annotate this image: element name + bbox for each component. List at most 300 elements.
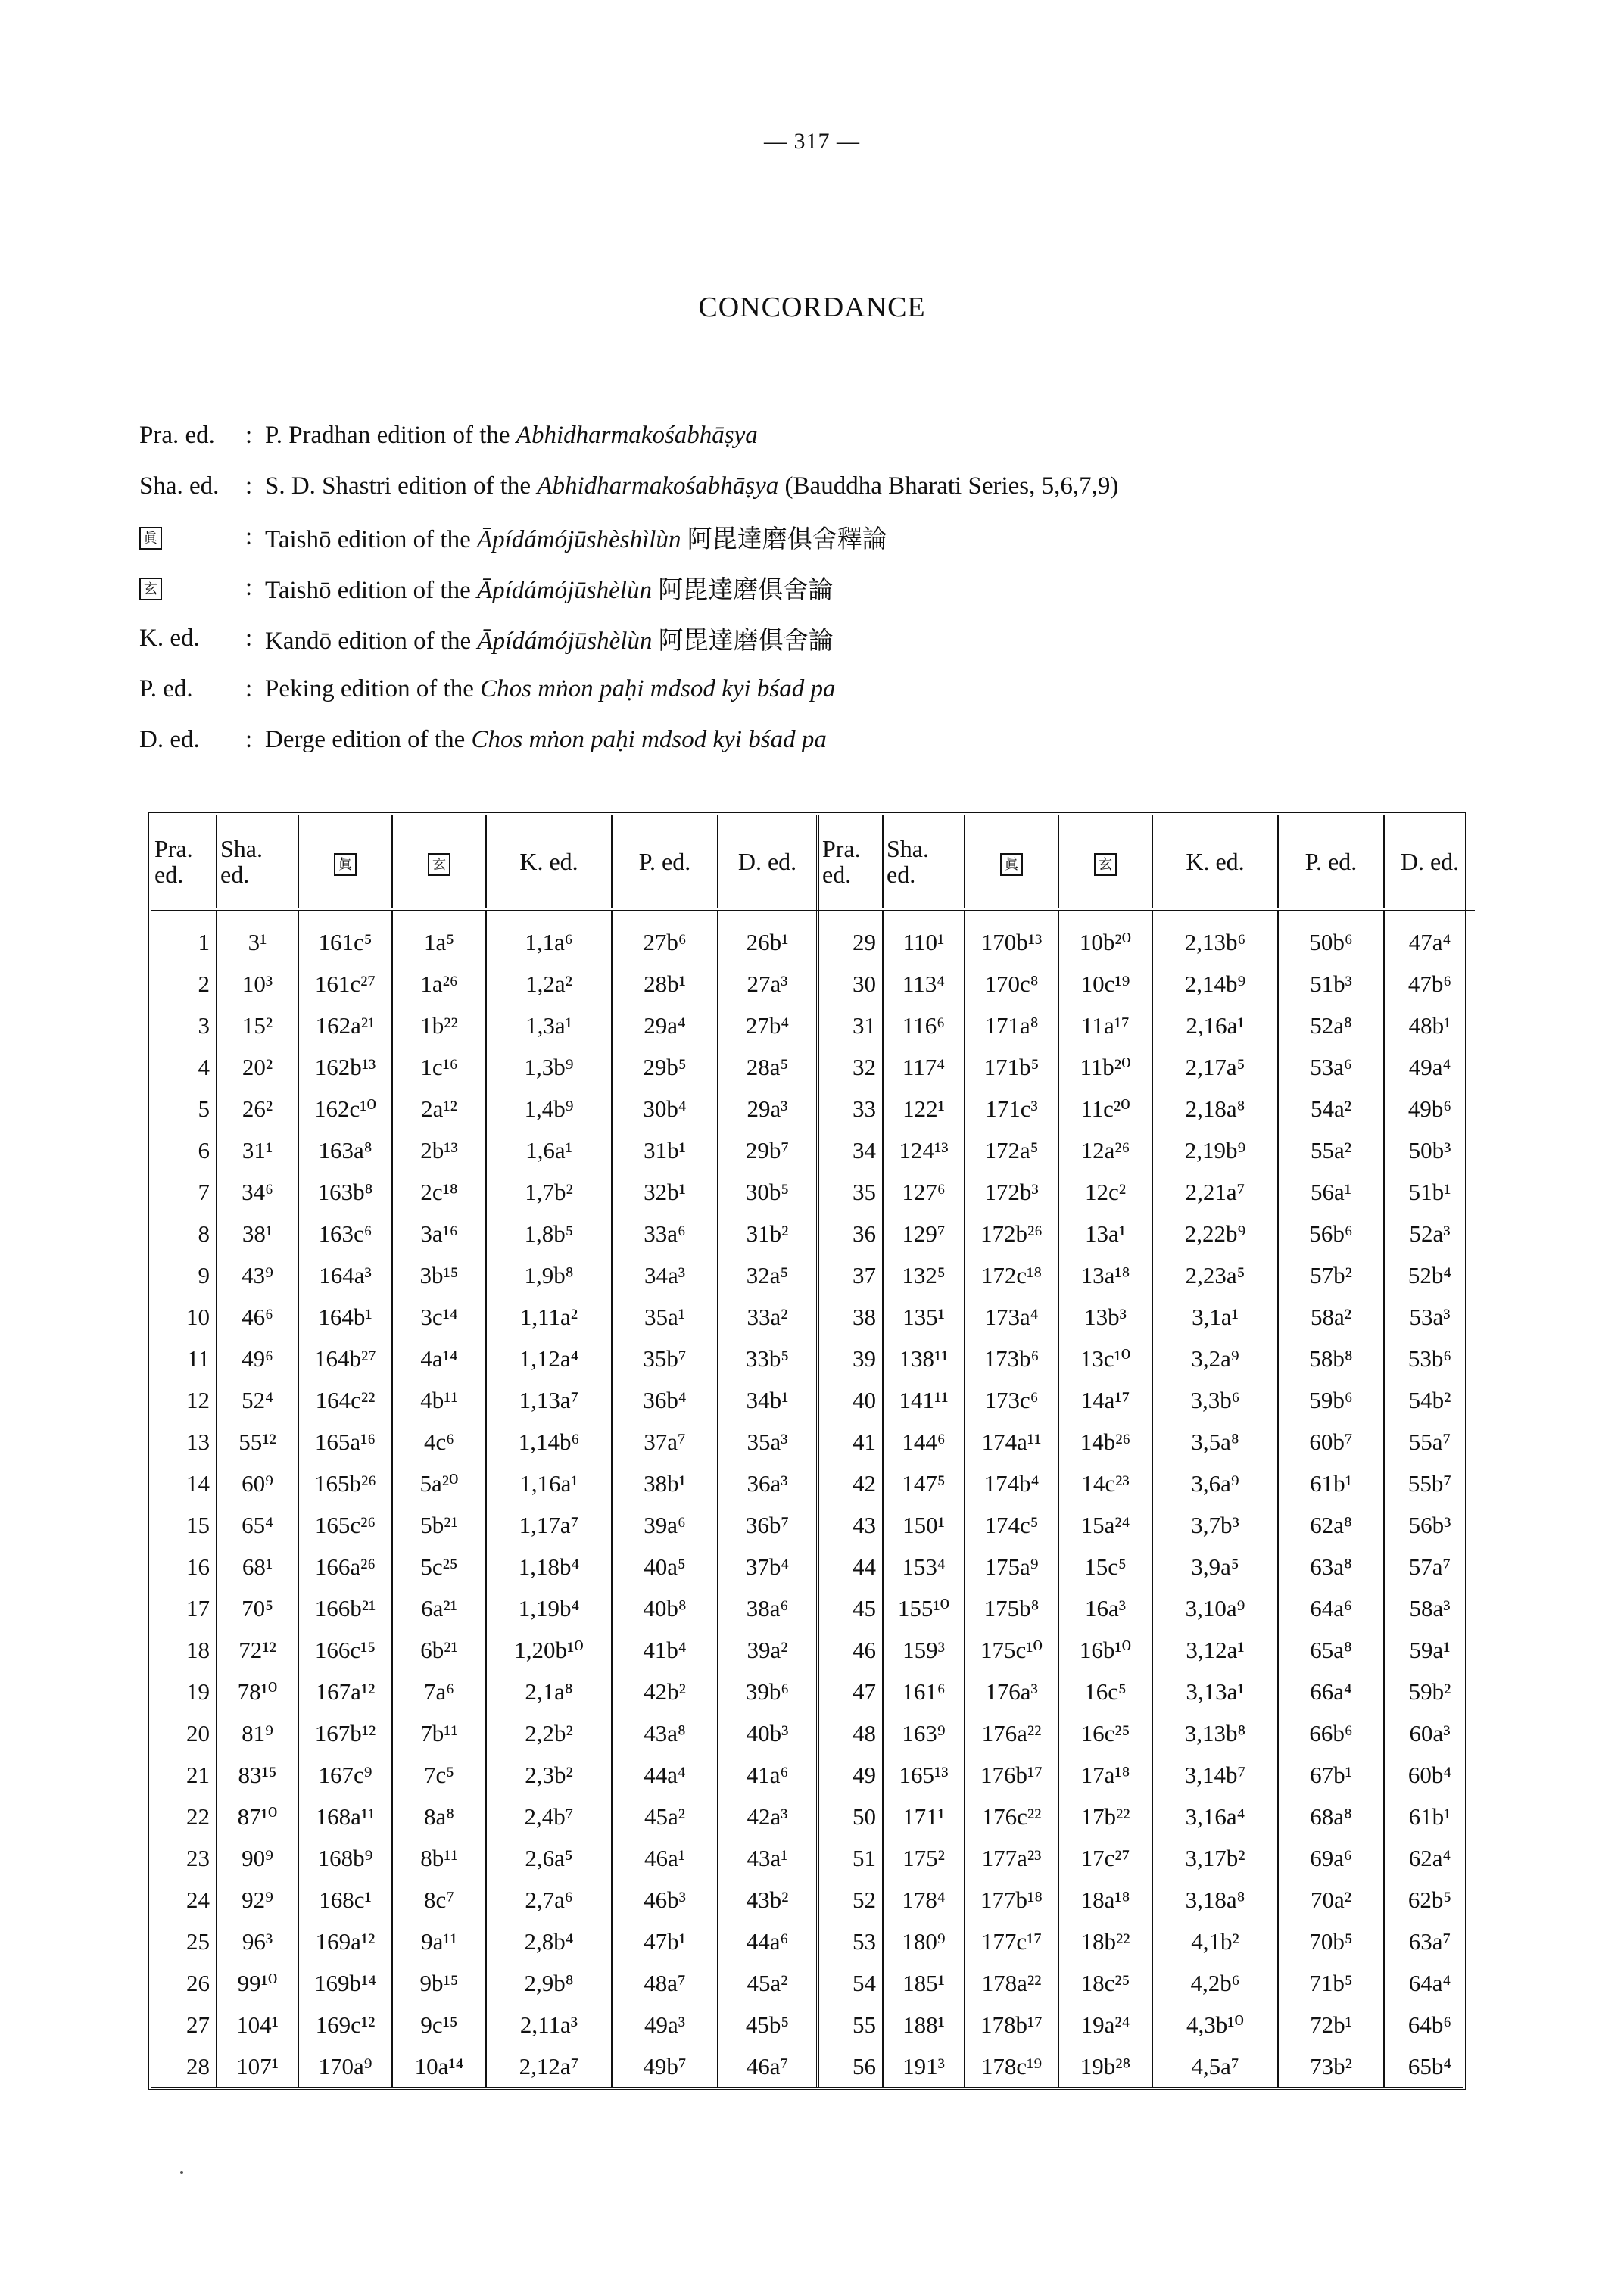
cell-k: 2,21a⁷: [1152, 1171, 1278, 1213]
cell-p: 62a⁸: [1278, 1504, 1384, 1546]
cell-d: 33a²: [718, 1296, 818, 1338]
cell-sha: 20²: [217, 1046, 298, 1088]
cell-k: 4,2b⁶: [1152, 1962, 1278, 2004]
cell-sha: 138¹¹: [883, 1338, 965, 1379]
cell-p: 44a⁴: [612, 1754, 718, 1796]
cell-d: 54b²: [1408, 1386, 1451, 1413]
cell-pra: 23: [151, 1837, 217, 1879]
cell-xuan: 17b²²: [1058, 1796, 1152, 1837]
abbreviation-description: S. D. Shastri edition of the Abhidharmakośabhāṣya (Bauddha Bharati Series, 5,6,7,9): [265, 472, 1119, 500]
cell-xuan: 7b¹¹: [392, 1712, 486, 1754]
cell-d: 32a⁵: [718, 1254, 818, 1296]
cell-zhen: 170c⁸: [965, 963, 1058, 1005]
seal-icon: 玄: [139, 578, 162, 600]
cell-p: 27b⁶: [612, 909, 718, 963]
table-row: [151, 1005, 1475, 1046]
cell-xuan: 9b¹⁵: [392, 1962, 486, 2004]
cell-zhen: 163b⁸: [298, 1171, 392, 1213]
cell-k: 1,6a¹: [486, 1129, 612, 1171]
cell-zhen: 164c²²: [298, 1379, 392, 1421]
cell-d: 65b⁴: [1407, 2052, 1452, 2080]
table-row: [151, 1629, 1475, 1671]
cell-pra: 38: [818, 1296, 883, 1338]
seal-icon: 眞: [139, 527, 162, 550]
cell-k: 1,1a⁶: [486, 909, 612, 963]
cell-pra: 37: [818, 1254, 883, 1296]
table-row: [151, 1379, 1475, 1421]
cell-d: 59a¹: [1409, 1636, 1451, 1663]
cell-sha: 70⁵: [217, 1587, 298, 1629]
cell-zhen: 161c²⁷: [298, 963, 392, 1005]
cell-xuan: 4b¹¹: [392, 1379, 486, 1421]
cell-pra: 10: [151, 1296, 217, 1338]
cell-k: 1,16a¹: [486, 1463, 612, 1504]
cell-zhen: 161c⁵: [298, 909, 392, 963]
cell-p: 33a⁶: [612, 1213, 718, 1254]
cell-pra: 45: [818, 1587, 883, 1629]
cell-zhen: 176a²²: [965, 1712, 1058, 1754]
cell-p: 49b⁷: [612, 2045, 718, 2087]
table-row: [151, 963, 1475, 1005]
cell-zhen: 176b¹⁷: [965, 1754, 1058, 1796]
cell-d: 57a⁷: [1408, 1553, 1451, 1580]
cell-pra: 20: [151, 1712, 217, 1754]
cell-zhen: 165a¹⁶: [298, 1421, 392, 1463]
cell-zhen: 164a³: [298, 1254, 392, 1296]
abbreviation-key: Pra. ed.: [139, 422, 215, 449]
cell-sha: 132⁵: [883, 1254, 965, 1296]
cell-k: 2,2b²: [486, 1712, 612, 1754]
cell-sha: 99¹⁰: [217, 1962, 298, 2004]
abbreviation-key: [139, 523, 245, 551]
table-row: [151, 1671, 1475, 1712]
cell-p: 60b⁷: [1278, 1421, 1384, 1463]
cell-xuan: 6b²¹: [392, 1629, 486, 1671]
cell-xuan: 3a¹⁶: [392, 1213, 486, 1254]
cell-pra: 33: [818, 1088, 883, 1129]
cell-xuan: 18a¹⁸: [1058, 1879, 1152, 1921]
cell-pra: 3: [151, 1005, 217, 1046]
cell-pra: 6: [151, 1129, 217, 1171]
cell-xuan: 13a¹: [1058, 1213, 1152, 1254]
cell-zhen: 166c¹⁵: [298, 1629, 392, 1671]
cell-zhen: 175c¹⁰: [965, 1629, 1058, 1671]
cell-sha: 129⁷: [883, 1213, 965, 1254]
cell-p: 66b⁶: [1278, 1712, 1384, 1754]
cell-sha: 78¹⁰: [217, 1671, 298, 1712]
abbreviation-description: Taishō edition of the Āpídámójūshèlùn 阿毘達磨俱舍論: [265, 577, 834, 604]
cell-xuan: 13b³: [1058, 1296, 1152, 1338]
cell-k: 3,10a⁹: [1152, 1587, 1278, 1629]
table-row: [151, 1754, 1475, 1796]
cell-k: 2,23a⁵: [1152, 1254, 1278, 1296]
abbreviation-key: D. ed.: [139, 726, 200, 753]
cell-p: 40a⁵: [612, 1546, 718, 1587]
cell-xuan: 17c²⁷: [1058, 1837, 1152, 1879]
cell-p: 66a⁴: [1278, 1671, 1384, 1712]
table-header-row: [151, 815, 1475, 909]
cell-p: 72b¹: [1278, 2004, 1384, 2045]
header-xuan: [392, 815, 486, 909]
header-k-ed-2: K. ed.: [1152, 815, 1278, 909]
cell-pra: 12: [151, 1379, 217, 1421]
cell-k: 3,16a⁴: [1152, 1796, 1278, 1837]
cell-xuan: 13c¹⁰: [1058, 1338, 1152, 1379]
concordance-table: [148, 812, 1466, 2090]
cell-k: 4,5a⁷: [1152, 2045, 1278, 2087]
xuan-seal-icon: 玄: [428, 853, 450, 876]
cell-pra: 35: [818, 1171, 883, 1213]
cell-p: 29b⁵: [612, 1046, 718, 1088]
cell-k: 3,14b⁷: [1152, 1754, 1278, 1796]
cell-d: 52a³: [1409, 1220, 1451, 1247]
cell-d: 62b⁵: [1407, 1886, 1452, 1913]
cell-p: 49a³: [612, 2004, 718, 2045]
table-row: [151, 1171, 1475, 1213]
cell-pra: 22: [151, 1796, 217, 1837]
cell-sha: 34⁶: [217, 1171, 298, 1213]
cell-xuan: 7c⁵: [392, 1754, 486, 1796]
cell-zhen: 162a²¹: [298, 1005, 392, 1046]
cell-k: 1,7b²: [486, 1171, 612, 1213]
header-zhen-2: [965, 815, 1058, 909]
abbreviation-row: P. ed. : Peking edition of the Chos mṅon paḥi mdsod kyi bśad pa: [139, 675, 836, 703]
abbreviation-row: K. ed. : Kandō edition of the Āpídámójūshèlùn 阿毘達磨俱舍論: [139, 613, 1502, 664]
cell-xuan: 13a¹⁸: [1058, 1254, 1152, 1296]
cell-k: 3,2a⁹: [1152, 1338, 1278, 1379]
cell-sha: 10³: [217, 963, 298, 1005]
abbreviation-key: Sha. ed.: [139, 472, 220, 500]
table-row: [151, 1296, 1475, 1338]
cell-zhen: 163a⁸: [298, 1129, 392, 1171]
cell-sha: 161⁶: [883, 1671, 965, 1712]
cell-zhen: 174a¹¹: [965, 1421, 1058, 1463]
table-row: [151, 1129, 1475, 1171]
cell-xuan: 10a¹⁴: [392, 2045, 486, 2087]
cell-xuan: 18c²⁵: [1058, 1962, 1152, 2004]
abbreviation-row: D. ed. : Derge edition of the Chos mṅon paḥi mdsod kyi bśad pa: [139, 726, 827, 753]
cell-xuan: 10b²⁰: [1058, 909, 1152, 963]
cell-zhen: 167b¹²: [298, 1712, 392, 1754]
cell-p: 61b¹: [1278, 1463, 1384, 1504]
cell-xuan: 19b²⁸: [1058, 2045, 1152, 2087]
cell-p: 50b⁶: [1278, 909, 1384, 963]
cell-d: 62a⁴: [1408, 1844, 1451, 1871]
cell-xuan: 6a²¹: [392, 1587, 486, 1629]
cell-p: 36b⁴: [612, 1379, 718, 1421]
cell-sha: 180⁹: [883, 1921, 965, 1962]
cell-xuan: 4c⁶: [392, 1421, 486, 1463]
abbreviation-key: K. ed.: [139, 625, 200, 652]
cell-xuan: 12a²⁶: [1058, 1129, 1152, 1171]
cell-zhen: 164b¹: [298, 1296, 392, 1338]
cell-sha: 96³: [217, 1921, 298, 1962]
cell-pra: 43: [818, 1504, 883, 1546]
cell-k: 2,16a¹: [1152, 1005, 1278, 1046]
cell-pra: 50: [818, 1796, 883, 1837]
cell-d: 28a⁵: [718, 1046, 818, 1088]
cell-k: 1,18b⁴: [486, 1546, 612, 1587]
cell-sha: 191³: [883, 2045, 965, 2087]
cell-sha: 81⁹: [217, 1712, 298, 1754]
cell-zhen: 176a³: [965, 1671, 1058, 1712]
cell-xuan: 2a¹²: [392, 1088, 486, 1129]
cell-p: 30b⁴: [612, 1088, 718, 1129]
table-row: [151, 1504, 1475, 1546]
cell-zhen: 173b⁶: [965, 1338, 1058, 1379]
cell-xuan: 14b²⁶: [1058, 1421, 1152, 1463]
cell-xuan: 17a¹⁸: [1058, 1754, 1152, 1796]
cell-p: 35a¹: [612, 1296, 718, 1338]
cell-zhen: 172b³: [965, 1171, 1058, 1213]
zhen-seal-icon: 眞: [334, 853, 357, 876]
cell-sha: 83¹⁵: [217, 1754, 298, 1796]
cell-d: 56b³: [1408, 1511, 1451, 1538]
cell-xuan: 5b²¹: [392, 1504, 486, 1546]
cell-pra: 34: [818, 1129, 883, 1171]
cell-pra: 42: [818, 1463, 883, 1504]
cell-sha: 135¹: [883, 1296, 965, 1338]
header-p-ed: P. ed.: [612, 815, 718, 909]
cell-xuan: 1a²⁶: [392, 963, 486, 1005]
cell-p: 38b¹: [612, 1463, 718, 1504]
cell-sha: 175²: [883, 1837, 965, 1879]
cell-zhen: 165b²⁶: [298, 1463, 392, 1504]
cell-d: 63a⁷: [1408, 1927, 1451, 1955]
cell-zhen: 162b¹³: [298, 1046, 392, 1088]
cell-p: 55a²: [1278, 1129, 1384, 1171]
cell-sha: 127⁶: [883, 1171, 965, 1213]
abbreviation-key: P. ed.: [139, 675, 193, 703]
cell-d: 61b¹: [1408, 1802, 1451, 1830]
page-title: CONCORDANCE: [698, 291, 926, 323]
cell-sha: 26²: [217, 1088, 298, 1129]
cell-sha: 159³: [883, 1629, 965, 1671]
cell-pra: 17: [151, 1587, 217, 1629]
xuan-seal-icon: 玄: [1094, 853, 1117, 876]
cell-k: 1,4b⁹: [486, 1088, 612, 1129]
cell-zhen: 163c⁶: [298, 1213, 392, 1254]
cell-sha: 117⁴: [883, 1046, 965, 1088]
cell-p: 70a²: [1278, 1879, 1384, 1921]
cell-d: 43b²: [718, 1879, 818, 1921]
cell-zhen: 171b⁵: [965, 1046, 1058, 1088]
cell-d: 47b⁶: [1407, 970, 1452, 997]
cell-zhen: 162c¹⁰: [298, 1088, 392, 1129]
cell-pra: 9: [151, 1254, 217, 1296]
cell-k: 1,13a⁷: [486, 1379, 612, 1421]
cell-k: 2,13b⁶: [1152, 909, 1278, 963]
cell-xuan: 3b¹⁵: [392, 1254, 486, 1296]
cell-xuan: 11a¹⁷: [1058, 1005, 1152, 1046]
cell-zhen: 177b¹⁸: [965, 1879, 1058, 1921]
cell-sha: 171¹: [883, 1796, 965, 1837]
cell-p: 52a⁸: [1278, 1005, 1384, 1046]
cell-xuan: 4a¹⁴: [392, 1338, 486, 1379]
cell-xuan: 1b²²: [392, 1005, 486, 1046]
header-p-ed-2: P. ed.: [1278, 815, 1384, 909]
cell-sha: 72¹²: [217, 1629, 298, 1671]
cell-zhen: 175b⁸: [965, 1587, 1058, 1629]
abbreviation-row: 眞 : Taishō edition of the Āpídámójūshèshìlùn 阿毘達磨俱舍釋論: [139, 512, 1502, 562]
cell-k: 3,18a⁸: [1152, 1879, 1278, 1921]
cell-xuan: 19a²⁴: [1058, 2004, 1152, 2045]
cell-k: 2,8b⁴: [486, 1921, 612, 1962]
cell-d: 31b²: [718, 1213, 818, 1254]
cell-pra: 14: [151, 1463, 217, 1504]
cell-d: 36a³: [718, 1463, 818, 1504]
cell-sha: 49⁶: [217, 1338, 298, 1379]
cell-d: 35a³: [718, 1421, 818, 1463]
abbreviation-description: Derge edition of the Chos mṅon paḥi mdsod kyi bśad pa: [265, 726, 827, 753]
cell-zhen: 164b²⁷: [298, 1338, 392, 1379]
cell-k: 2,6a⁵: [486, 1837, 612, 1879]
cell-k: 2,14b⁹: [1152, 963, 1278, 1005]
cell-d: 48b¹: [1408, 1011, 1451, 1039]
cell-d: 37b⁴: [718, 1546, 818, 1587]
cell-pra: 56: [818, 2045, 883, 2087]
cell-d: 34b¹: [718, 1379, 818, 1421]
cell-sha: 185¹: [883, 1962, 965, 2004]
cell-p: 58a²: [1278, 1296, 1384, 1338]
cell-zhen: 169c¹²: [298, 2004, 392, 2045]
cell-sha: 68¹: [217, 1546, 298, 1587]
cell-p: 31b¹: [612, 1129, 718, 1171]
header-pra-ed: Pra. ed.: [151, 815, 217, 909]
cell-p: 39a⁶: [612, 1504, 718, 1546]
table-row: [151, 1587, 1475, 1629]
cell-xuan: 12c²: [1058, 1171, 1152, 1213]
cell-k: 3,17b²: [1152, 1837, 1278, 1879]
cell-p: 67b¹: [1278, 1754, 1384, 1796]
cell-d: 50b³: [1408, 1136, 1451, 1164]
cell-d: 42a³: [718, 1796, 818, 1837]
header-pra-ed-2: Pra. ed.: [818, 815, 883, 909]
cell-pra: 4: [151, 1046, 217, 1088]
cell-pra: 21: [151, 1754, 217, 1796]
cell-pra: 48: [818, 1712, 883, 1754]
cell-p: 47b¹: [612, 1921, 718, 1962]
cell-sha: 90⁹: [217, 1837, 298, 1879]
cell-zhen: 171a⁸: [965, 1005, 1058, 1046]
cell-pra: 18: [151, 1629, 217, 1671]
cell-sha: 163⁹: [883, 1712, 965, 1754]
cell-pra: 31: [818, 1005, 883, 1046]
cell-xuan: 14a¹⁷: [1058, 1379, 1152, 1421]
cell-d: 64a⁴: [1408, 1969, 1451, 1996]
cell-d: 47a⁴: [1408, 928, 1451, 955]
cell-xuan: 2b¹³: [392, 1129, 486, 1171]
cell-d: 49b⁶: [1407, 1095, 1452, 1122]
cell-sha: 141¹¹: [883, 1379, 965, 1421]
cell-xuan: 11c²⁰: [1058, 1088, 1152, 1129]
cell-k: 2,3b²: [486, 1754, 612, 1796]
cell-k: 3,9a⁵: [1152, 1546, 1278, 1587]
cell-xuan: 18b²²: [1058, 1921, 1152, 1962]
cell-zhen: 178c¹⁹: [965, 2045, 1058, 2087]
header-d-ed-2: D. ed.: [1384, 815, 1475, 909]
cell-d: 60a³: [1409, 1719, 1451, 1746]
cell-zhen: 168a¹¹: [298, 1796, 392, 1837]
cell-pra: 25: [151, 1921, 217, 1962]
cell-d: 55b⁷: [1407, 1469, 1452, 1497]
cell-k: 1,20b¹⁰: [486, 1629, 612, 1671]
cell-pra: 19: [151, 1671, 217, 1712]
cell-d: 53a³: [1409, 1303, 1451, 1330]
cell-pra: 32: [818, 1046, 883, 1088]
cell-k: 4,3b¹⁰: [1152, 2004, 1278, 2045]
cell-pra: 53: [818, 1921, 883, 1962]
cell-sha: 122¹: [883, 1088, 965, 1129]
table-row: [151, 1338, 1475, 1379]
cell-zhen: 165c²⁶: [298, 1504, 392, 1546]
cell-pra: 30: [818, 963, 883, 1005]
cell-sha: 150¹: [883, 1504, 965, 1546]
cell-zhen: 176c²²: [965, 1796, 1058, 1837]
cell-d: 53b⁶: [1407, 1344, 1452, 1372]
cell-sha: 124¹³: [883, 1129, 965, 1171]
cell-sha: 92⁹: [217, 1879, 298, 1921]
cell-pra: 2: [151, 963, 217, 1005]
cell-sha: 144⁶: [883, 1421, 965, 1463]
cell-d: 27a³: [718, 963, 818, 1005]
cell-k: 2,19b⁹: [1152, 1129, 1278, 1171]
cell-pra: 41: [818, 1421, 883, 1463]
cell-p: 65a⁸: [1278, 1629, 1384, 1671]
cell-k: 1,8b⁵: [486, 1213, 612, 1254]
cell-k: 4,1b²: [1152, 1921, 1278, 1962]
cell-pra: 29: [818, 909, 883, 963]
header-d-ed: D. ed.: [718, 815, 818, 909]
cell-p: 53a⁶: [1278, 1046, 1384, 1088]
cell-d: 27b⁴: [718, 1005, 818, 1046]
table-row: [151, 2004, 1475, 2045]
cell-k: 2,7a⁶: [486, 1879, 612, 1921]
cell-zhen: 175a⁹: [965, 1546, 1058, 1587]
cell-pra: 16: [151, 1546, 217, 1587]
cell-zhen: 178b¹⁷: [965, 2004, 1058, 2045]
abbreviation-row: Sha. ed. : S. D. Shastri edition of the Abhidharmakośabhāṣya (Bauddha Bharati Series, 5,6,7,9): [139, 472, 1119, 500]
cell-sha: 46⁶: [217, 1296, 298, 1338]
cell-p: 63a⁸: [1278, 1546, 1384, 1587]
cell-p: 43a⁸: [612, 1712, 718, 1754]
cell-p: 69a⁶: [1278, 1837, 1384, 1879]
cell-sha: 15²: [217, 1005, 298, 1046]
cell-pra: 24: [151, 1879, 217, 1921]
cell-p: 73b²: [1278, 2045, 1384, 2087]
header-xuan-2: [1058, 815, 1152, 909]
cell-d: 52b⁴: [1407, 1261, 1452, 1288]
cell-zhen: 177c¹⁷: [965, 1921, 1058, 1962]
cell-xuan: 14c²³: [1058, 1463, 1152, 1504]
cell-p: 56a¹: [1278, 1171, 1384, 1213]
cell-p: 37a⁷: [612, 1421, 718, 1463]
cell-sha: 113⁴: [883, 963, 965, 1005]
abbreviation-description: Peking edition of the Chos mṅon paḥi mdsod kyi bśad pa: [265, 675, 836, 703]
cell-pra: 1: [151, 909, 217, 963]
cell-k: 2,11a³: [486, 2004, 612, 2045]
cell-k: 3,5a⁸: [1152, 1421, 1278, 1463]
cell-zhen: 166b²¹: [298, 1587, 392, 1629]
cell-p: 57b²: [1278, 1254, 1384, 1296]
cell-k: 1,3b⁹: [486, 1046, 612, 1088]
cell-zhen: 166a²⁶: [298, 1546, 392, 1587]
cell-pra: 7: [151, 1171, 217, 1213]
cell-pra: 46: [818, 1629, 883, 1671]
table-row: [151, 1546, 1475, 1587]
cell-pra: 54: [818, 1962, 883, 2004]
table-row: [151, 1463, 1475, 1504]
